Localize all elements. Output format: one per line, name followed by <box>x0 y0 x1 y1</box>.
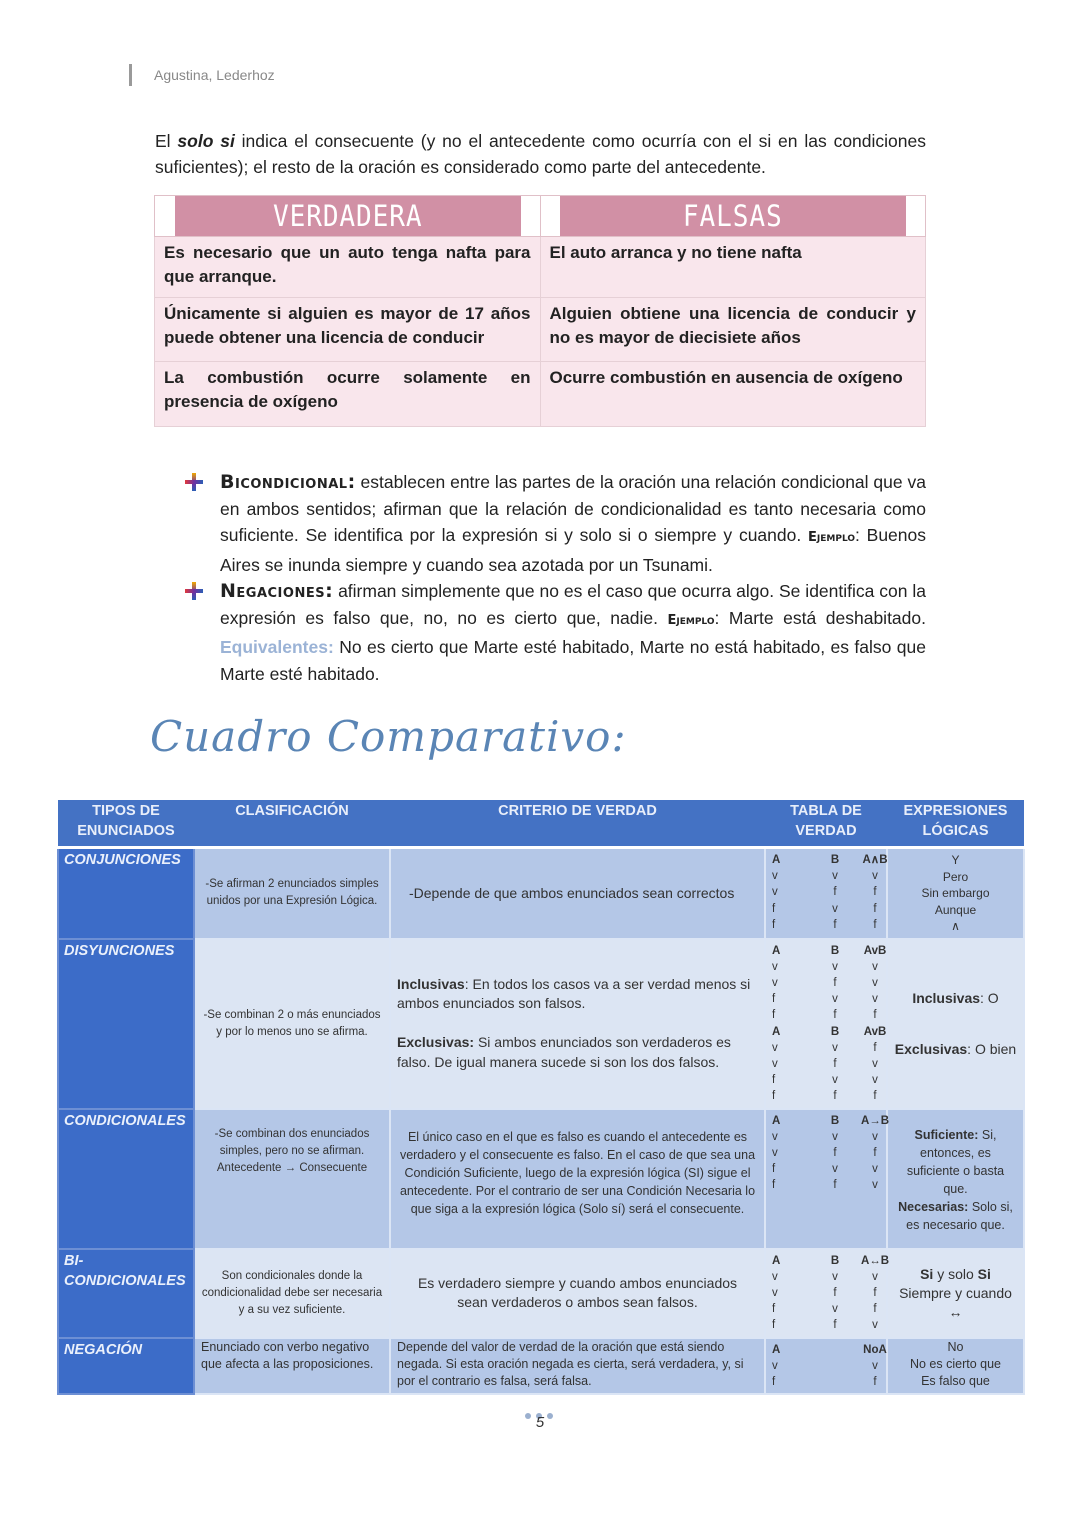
term-label: Negaciones: <box>220 580 334 602</box>
criterion-cell <box>390 939 765 1109</box>
expression: No es cierto que <box>909 1356 1002 1371</box>
truth-value: v <box>832 1270 838 1283</box>
truth-value: v <box>772 960 778 973</box>
truth-value: f <box>873 1146 877 1159</box>
table-cell: Es necesario que un auto tenga nafta para que arranque. <box>155 237 541 298</box>
truth-value: f <box>772 1163 776 1176</box>
truth-value: v <box>872 1057 878 1070</box>
truth-value: v <box>832 870 838 883</box>
truth-table-header: B <box>830 1025 840 1038</box>
truth-value: f <box>833 1319 837 1332</box>
table-row <box>58 1109 1024 1249</box>
truth-value: v <box>772 1041 778 1054</box>
expression: ↔ <box>948 1303 963 1320</box>
bullet-text: afirman simplemente que no es el caso que ocurra algo. Se identifica con la expresión es falso que, no, no es cierto que, nadie. <box>220 581 926 628</box>
truth-value: v <box>772 870 778 883</box>
truth-value: v <box>872 993 878 1006</box>
truth-table-header: B <box>830 944 840 957</box>
truth-value: f <box>772 918 776 931</box>
classification-cell: -Se combinan 2 o más enunciados y por lo menos uno se afirma. <box>194 939 390 1109</box>
truth-value: v <box>772 976 778 989</box>
truth-value: v <box>772 1130 778 1143</box>
truth-value: f <box>833 1009 837 1022</box>
truth-value: f <box>873 1041 877 1054</box>
truth-value <box>814 1374 856 1390</box>
table-cell: Únicamente si alguien es mayor de 17 años puede obtener una licencia de conducir <box>155 298 541 362</box>
truth-value: v <box>772 1146 778 1159</box>
expression: Y <box>951 853 960 867</box>
truth-value: f <box>873 1286 877 1299</box>
truth-table <box>772 1342 887 1391</box>
expression: ∧ <box>951 919 960 933</box>
truth-table-header: A <box>772 944 781 957</box>
criterion-cell: El único caso en el que es falso es cuando el antecedente es verdadero y el consecuente es falso. En el caso de que sea una Condición Suficiente, luego de la expresión lógica (SI) sigue el antecedente. Por el contrario de ser una Condición Necesaria lo que siga a la expresión lógica (Solo sí) será el consecuente. <box>390 1109 765 1249</box>
truth-value: v <box>772 1057 778 1070</box>
table-row <box>58 1249 1024 1338</box>
truth-value: f <box>873 1303 877 1316</box>
column-header: CRITERIO DE VERDAD <box>390 800 765 848</box>
truth-value: v <box>772 1286 778 1299</box>
intro-text: indica el consecuente (y no el antecedente como ocurría con el si en las condiciones suficientes); el resto de la oración es considerado como parte del antecedente. <box>155 131 926 177</box>
truth-table-header: B <box>830 1114 840 1127</box>
column-header-falsas: FALSAS <box>559 196 906 237</box>
truth-value: f <box>772 1179 776 1192</box>
expression: y solo <box>933 1265 978 1282</box>
truth-table-header <box>814 1342 856 1358</box>
inclusive-label: Inclusivas <box>397 975 465 992</box>
truth-value: f <box>873 902 877 915</box>
intro-paragraph <box>155 128 926 180</box>
truth-value: v <box>832 1130 838 1143</box>
truth-value: v <box>872 1270 878 1283</box>
row-type: NEGACIÓN <box>58 1338 194 1395</box>
classification-cell: Enunciado con verbo negativo que afecta a las proposiciones. <box>194 1338 390 1395</box>
intro-emphasis: solo si <box>177 131 235 151</box>
truth-table <box>772 1113 890 1194</box>
criterion-cell: Es verdadero siempre y cuando ambos enunciados sean verdaderos o ambos sean falsos. <box>390 1249 765 1338</box>
examples-table <box>154 195 926 427</box>
expression: Si <box>977 1265 991 1282</box>
page-header-author: Agustina, Lederhoz <box>129 64 275 86</box>
truth-table-header: A <box>772 1025 781 1038</box>
truth-value: f <box>772 1375 776 1388</box>
truth-value: v <box>872 1359 878 1372</box>
truth-value: f <box>772 902 776 915</box>
comparison-table <box>57 800 1025 1395</box>
equivalents-label: Equivalentes: <box>220 637 334 657</box>
truth-table-header: A <box>772 1254 781 1267</box>
exclusive-label: Exclusivas <box>894 1040 968 1057</box>
truth-value: v <box>832 1041 838 1054</box>
section-title: Cuadro Comparativo: <box>150 712 627 761</box>
expression: Si, entonces, es suficiente o basta que. <box>906 1127 1005 1196</box>
term-label: Bicondicional: <box>220 471 356 493</box>
truth-table-header: AvB <box>863 1025 887 1038</box>
expression: : O bien <box>967 1040 1017 1057</box>
truth-value: f <box>873 918 877 931</box>
truth-table-header: B <box>830 1254 840 1267</box>
list-item-bicondicional <box>185 469 926 578</box>
truth-value: v <box>772 886 778 899</box>
intro-text: El <box>155 131 178 151</box>
row-type: CONJUNCIONES <box>58 848 194 939</box>
truth-table-header: A∧B <box>862 854 888 866</box>
truth-value: f <box>772 993 776 1006</box>
expressions-cell <box>887 1249 1024 1338</box>
truth-table <box>772 1024 887 1105</box>
exclusive-text: Si ambos enunciados son verdaderos es falso. De igual manera sucede si son los dos falsos. <box>397 1034 731 1070</box>
row-type: BI-CONDICIONALES <box>58 1249 194 1338</box>
criterion-cell: Depende del valor de verdad de la oración que está siendo negada. Si esta oración negada es cierta, será verdadera, y, si por el contrario es falsa, será falsa. <box>390 1338 765 1395</box>
truth-table-cell <box>765 939 887 1109</box>
exclusive-label: Exclusivas: <box>397 1034 475 1051</box>
column-header: TABLA DE VERDAD <box>765 800 887 848</box>
classification-cell: Son condicionales donde la condicionalidad debe ser necesaria y a su vez suficiente. <box>194 1249 390 1338</box>
truth-value: f <box>772 1303 776 1316</box>
truth-table <box>772 852 888 933</box>
truth-table-cell <box>765 1249 890 1338</box>
table-cell: Ocurre combustión en ausencia de oxígeno <box>540 362 926 427</box>
truth-value: v <box>872 1074 878 1087</box>
table-cell: La combustión ocurre solamente en presencia de oxígeno <box>155 362 541 427</box>
example-label: Ejemplo <box>667 612 715 628</box>
truth-table <box>772 1253 890 1334</box>
sufficient-label: Suficiente: <box>914 1127 979 1142</box>
truth-value: v <box>832 960 838 973</box>
expression: Es falso que <box>921 1373 990 1388</box>
truth-value <box>814 1358 856 1374</box>
expression: Si <box>920 1265 934 1282</box>
truth-table-cell <box>765 848 887 939</box>
truth-value: f <box>833 1057 837 1070</box>
truth-value: f <box>833 1146 837 1159</box>
criterion-cell: -Depende de que ambos enunciados sean correctos <box>390 848 765 939</box>
column-header: EXPRESIONES LÓGICAS <box>887 800 1024 848</box>
truth-value: v <box>832 993 838 1006</box>
truth-value: f <box>772 1090 776 1103</box>
truth-value: f <box>833 886 837 899</box>
example-text: : Marte está deshabitado. <box>714 607 926 628</box>
truth-value: v <box>832 902 838 915</box>
truth-value: v <box>872 976 878 989</box>
truth-table-header: A→B <box>860 1114 890 1127</box>
table-row <box>58 1338 1024 1395</box>
expression: Pero <box>942 869 969 884</box>
truth-value: f <box>833 918 837 931</box>
truth-value: f <box>833 1179 837 1192</box>
truth-table <box>772 943 887 1024</box>
truth-value: v <box>832 1074 838 1087</box>
classification-cell: -Se combinan dos enunciados simples, pero no se afirman. Antecedente → Consecuente <box>194 1109 390 1249</box>
list-item-negaciones <box>185 578 926 687</box>
expression: Aunque <box>934 902 977 917</box>
truth-value: f <box>873 1090 877 1103</box>
column-header-verdadera: VERDADERA <box>174 196 521 237</box>
truth-value: f <box>873 1375 877 1388</box>
necessary-label: Necesarias: <box>898 1199 969 1214</box>
truth-value: v <box>832 1163 838 1176</box>
truth-table-header: A <box>772 854 781 866</box>
expression: Solo si, es necesario que. <box>906 1199 1013 1232</box>
table-cell: El auto arranca y no tiene nafta <box>540 237 926 298</box>
expression: No <box>947 1339 964 1354</box>
expression: : O <box>980 989 999 1006</box>
expression: Siempre y cuando <box>899 1284 1012 1301</box>
truth-value: v <box>872 1130 878 1143</box>
table-row <box>58 939 1024 1109</box>
truth-value: f <box>772 1074 776 1087</box>
column-header: TIPOS DE ENUNCIADOS <box>58 800 194 848</box>
bullet-text: establecen entre las partes de la oración una relación condicional que va en ambos sentidos; afirman que la relación de condicionalidad es tanto necesaria como suficiente. Se identifica por la expresión si y solo si o siempre y cuando. <box>220 472 926 545</box>
example-text: : Buenos Aires se inunda siempre y cuando sea azotada por un Tsunami. <box>220 525 927 575</box>
truth-table-header: A↔B <box>860 1254 890 1267</box>
truth-value: f <box>833 1286 837 1299</box>
cross-bullet-icon <box>185 473 203 491</box>
truth-table-header: A <box>772 1114 781 1127</box>
classification-cell: -Se afirman 2 enunciados simples unidos por una Expresión Lógica. <box>194 848 390 939</box>
row-type: CONDICIONALES <box>58 1109 194 1249</box>
truth-value: v <box>872 870 878 883</box>
table-row <box>58 848 1024 939</box>
truth-value: v <box>832 1303 838 1316</box>
table-cell: Alguien obtiene una licencia de conducir y no es mayor de diecisiete años <box>540 298 926 362</box>
truth-table-header: B <box>830 854 840 866</box>
truth-value: f <box>833 976 837 989</box>
truth-value: f <box>873 886 877 899</box>
truth-value: f <box>833 1090 837 1103</box>
truth-table-cell <box>765 1109 890 1249</box>
row-type: DISYUNCIONES <box>58 939 194 1109</box>
truth-table-header: A <box>772 1343 781 1356</box>
truth-value: v <box>772 1270 778 1283</box>
truth-value: v <box>872 1163 878 1176</box>
equivalents-text: No es cierto que Marte esté habitado, Marte no está habitado, es falso que Marte esté habitado. <box>220 637 926 684</box>
inclusive-label: Inclusivas <box>912 989 981 1006</box>
inclusive-text: : En todos los casos va a ser verdad menos si ambos enunciados son falsos. <box>397 975 751 1012</box>
column-header: CLASIFICACIÓN <box>194 800 390 848</box>
truth-table-header: NoA <box>863 1343 887 1356</box>
bullet-list <box>185 469 926 687</box>
cross-bullet-icon <box>185 582 203 600</box>
expressions-cell <box>887 939 1024 1109</box>
truth-table-cell <box>765 1338 887 1395</box>
expressions-cell <box>887 1338 1024 1395</box>
expressions-cell <box>887 848 1024 939</box>
page-number: 5 <box>535 1414 545 1431</box>
truth-value: v <box>772 1359 778 1372</box>
truth-value: v <box>872 960 878 973</box>
truth-value: f <box>772 1009 776 1022</box>
example-label: Ejemplo <box>808 530 856 545</box>
expression: Sin embargo <box>921 886 990 900</box>
expressions-cell <box>887 1109 1024 1249</box>
truth-value: f <box>772 1319 776 1332</box>
truth-value: v <box>872 1179 878 1192</box>
truth-value: f <box>873 1009 877 1022</box>
truth-table-header: AvB <box>863 944 887 957</box>
truth-value: v <box>872 1319 878 1332</box>
